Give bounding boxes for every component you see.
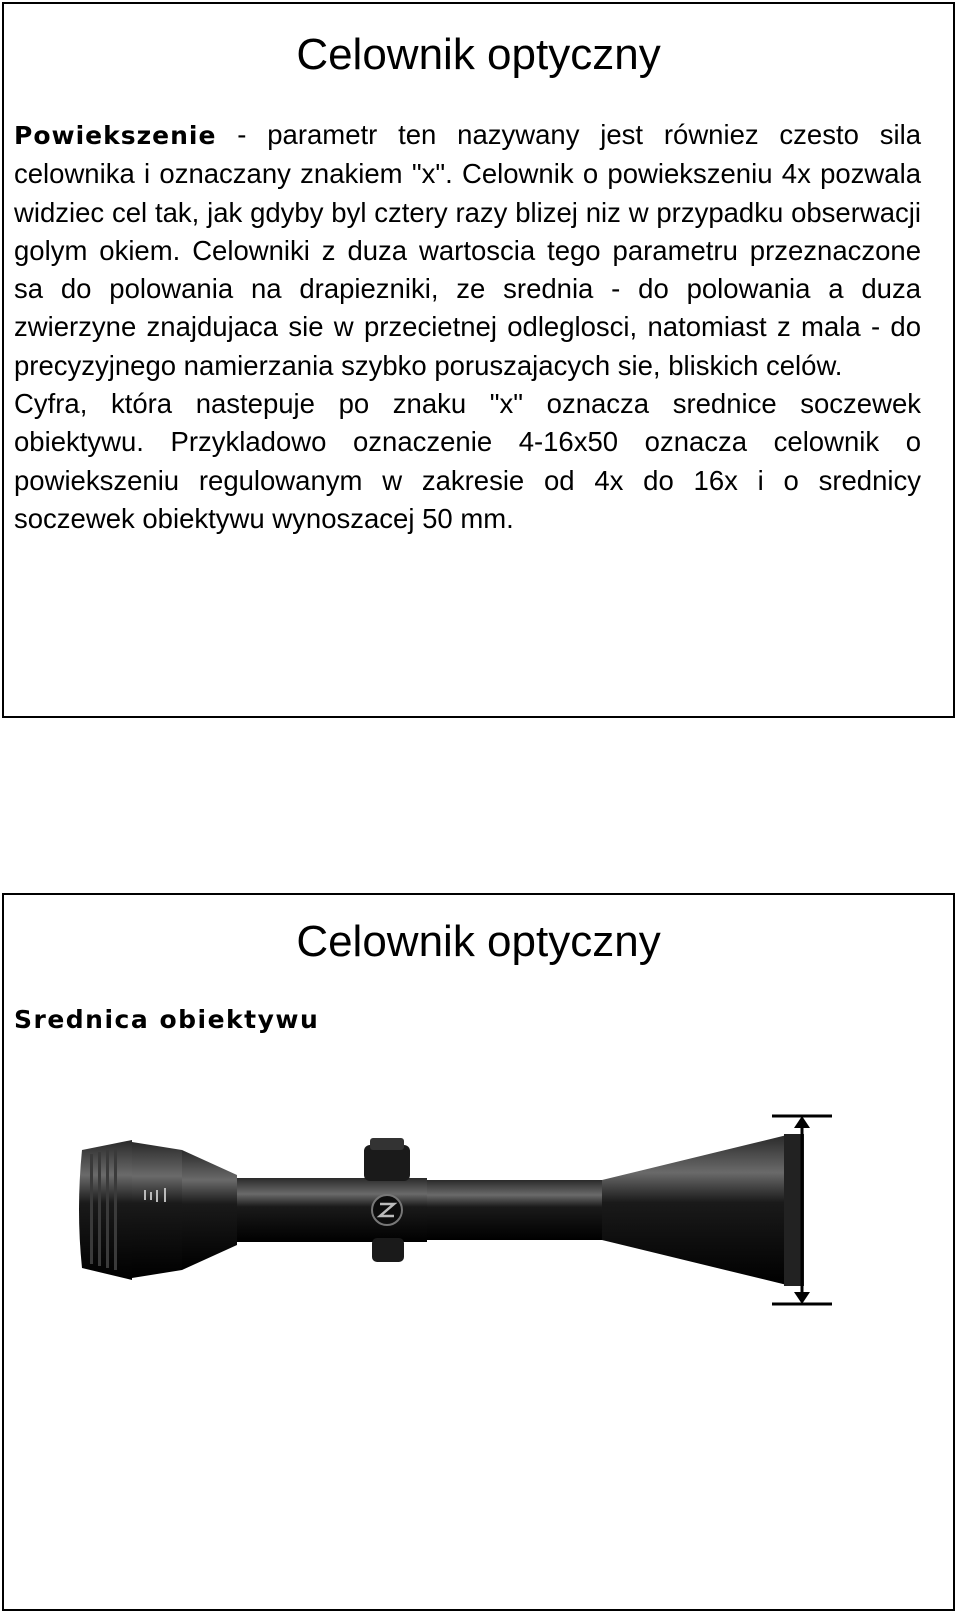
slide-1-body (14, 116, 921, 538)
slide-1 (2, 2, 955, 718)
term-magnification: Powiekszenie (14, 121, 217, 150)
paragraph-magnification-text: - parametr ten nazywany jest równiez czesto sila celownika i oznaczany znakiem "x". Celownik o powiekszeniu 4x pozwala widziec cel tak, jak gdyby byl cztery razy blizej niz w przypadku obserwacji golym okiem. Celowniki z duza wartoscia tego parametru przeznaczone sa do polowania na drapiezniki, ze srednia - do polowania a duza zwierzyne znajdujaca sie w przecietnej odleglosci, natomiast z mala - do precyzyjnego namierzania szybko poruszajacych sie, bliskich celów. (14, 119, 921, 381)
slide-1-title: Celownik optyczny (296, 30, 661, 79)
scope-elevation-turret (364, 1145, 410, 1181)
slide-2 (2, 893, 955, 1611)
scope-turret-cap (370, 1138, 404, 1150)
scope-rear-tube (427, 1180, 602, 1240)
paragraph-objective-diameter: Cyfra, która nastepuje po znaku "x" oznacza srednice soczewek obiektywu. Przykladowo oznaczenie 4-16x50 oznacza celownik o powiekszeniu regulowanym w zakresie od 4x do 16x i o srednicy soczewek obiektywu wynoszacej 50 mm. (14, 388, 921, 534)
scope-taper (182, 1150, 237, 1270)
slide-2-title: Celownik optyczny (296, 917, 661, 966)
scope-power-ring (132, 1142, 182, 1278)
scope-objective-bell (602, 1135, 802, 1285)
slide-2-subheading: Srednica obiektywu (14, 1005, 320, 1034)
rifle-scope-image (72, 1110, 872, 1310)
scope-windage-turret (372, 1238, 404, 1262)
paragraph-magnification (14, 116, 921, 385)
scope-eyepiece (79, 1140, 132, 1280)
